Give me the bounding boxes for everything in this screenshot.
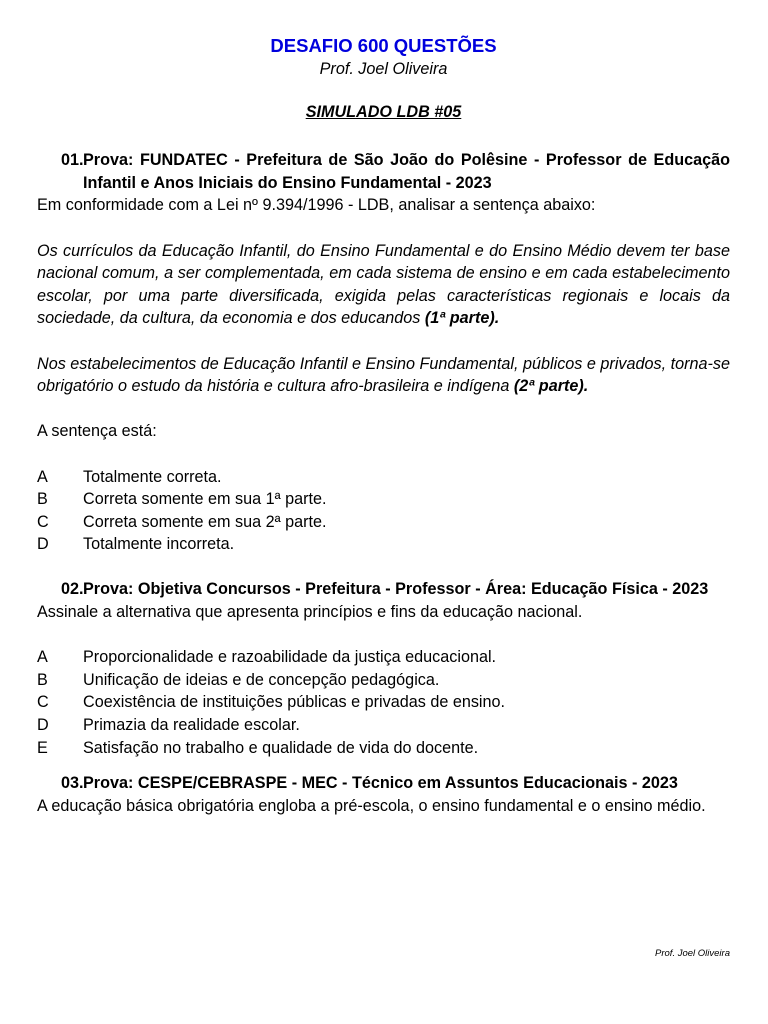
option-d[interactable]: D Totalmente incorreta. xyxy=(37,535,235,554)
question-number: 01. xyxy=(61,151,84,170)
question-stem: Assinale a alternativa que apresenta princípios e fins da educação nacional. xyxy=(37,603,583,622)
page-footer: Prof. Joel Oliveira xyxy=(655,948,730,959)
statement-part-1-tag: (1ª parte). xyxy=(424,309,500,328)
statement-part-1-text: Os currículos da Educação Infantil, do Ensino Fundamental e do Ensino Médio devem ter base nacional comum, a ser complementada, em cada sistema de ensino e em cada estabelecimento escolar, por uma parte diversificada, exigida pelas características regionais e locais da sociedade, da cultura, da economia e dos educandos xyxy=(37,241,730,328)
document-page xyxy=(37,34,730,817)
question-header xyxy=(37,149,730,194)
question-source: Prova: FUNDATEC - Prefeitura de São João do Polêsine - Professor de Educação Infantil e Anos Iniciais do Ensino Fundamental - 2023 xyxy=(83,151,730,192)
question-02 xyxy=(37,578,730,759)
question-number: 02. xyxy=(61,580,84,599)
option-c[interactable]: C Correta somente em sua 2ª parte. xyxy=(37,512,327,531)
question-source: Prova: CESPE/CEBRASPE - MEC - Técnico em Assuntos Educacionais - 2023 xyxy=(83,774,678,793)
option-e[interactable]: E Satisfação no trabalho e qualidade de vida do docente. xyxy=(37,738,479,757)
option-c[interactable]: C Coexistência de instituições públicas e privadas de ensino. xyxy=(37,693,506,712)
question-header xyxy=(37,578,730,601)
author-line: Prof. Joel Oliveira xyxy=(319,60,448,78)
option-a[interactable]: A Proporcionalidade e razoabilidade da justiça educacional. xyxy=(37,648,497,667)
statement-part-1 xyxy=(37,240,730,330)
options-list xyxy=(37,466,730,556)
statement-part-2 xyxy=(37,353,730,398)
statement-part-2-text: Nos estabelecimentos de Educação Infantil e Ensino Fundamental, públicos e privados, torna-se obrigatório o estudo da história e cultura afro-brasileira e indígena xyxy=(37,354,730,396)
question-prompt: A sentença está: xyxy=(37,422,157,441)
question-header xyxy=(37,772,730,795)
option-a[interactable]: A Totalmente correta. xyxy=(37,467,222,486)
question-03 xyxy=(37,772,730,817)
simulado-title: SIMULADO LDB #05 xyxy=(305,102,462,121)
statement-part-2-tag: (2ª parte). xyxy=(513,377,589,396)
document-title: DESAFIO 600 QUESTÕES xyxy=(270,35,497,56)
question-01 xyxy=(37,149,730,556)
question-stem: A educação básica obrigatória engloba a pré-escola, o ensino fundamental e o ensino médio. xyxy=(37,796,706,815)
options-list xyxy=(37,646,730,759)
option-b[interactable]: B Correta somente em sua 1ª parte. xyxy=(37,490,327,509)
question-stem: Em conformidade com a Lei nº 9.394/1996 - LDB, analisar a sentença abaixo: xyxy=(37,196,596,215)
option-b[interactable]: B Unificação de ideias e de concepção pedagógica. xyxy=(37,670,440,689)
question-source: Prova: Objetiva Concursos - Prefeitura - Professor - Área: Educação Física - 2023 xyxy=(83,580,709,599)
option-d[interactable]: D Primazia da realidade escolar. xyxy=(37,716,300,735)
question-number: 03. xyxy=(61,774,84,793)
